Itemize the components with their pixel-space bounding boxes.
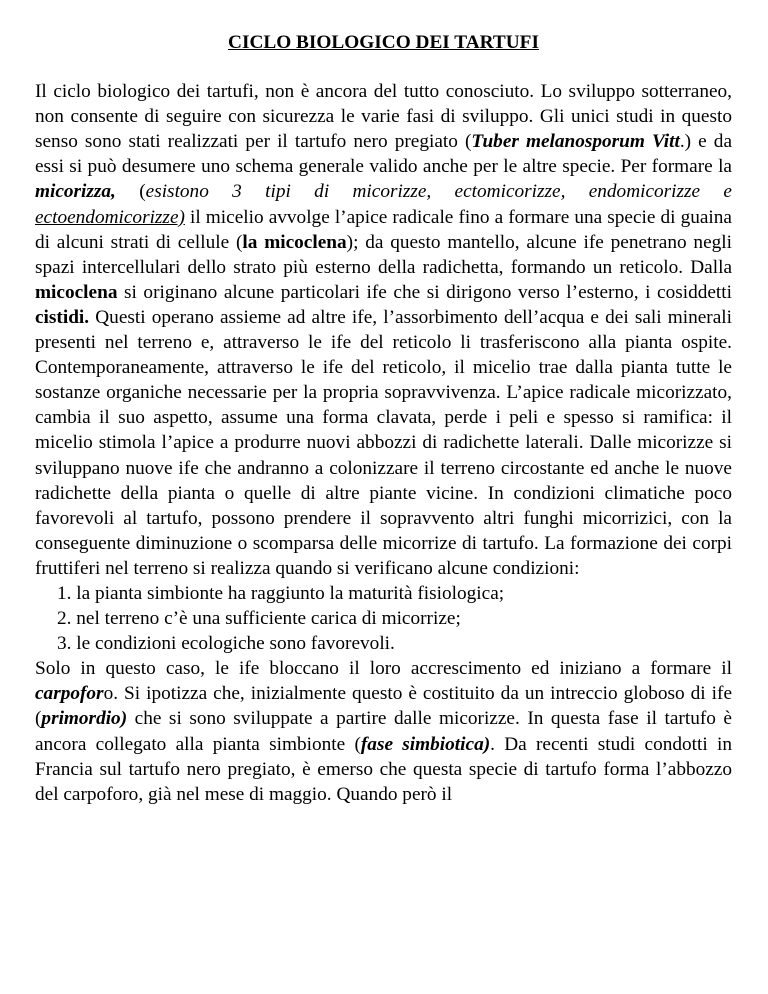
note-mycorrhiza-types: esistono 3 tipi di micorizze, ectomicorizze, endomicorizze e xyxy=(145,181,732,203)
text-run: Solo in questo caso, le ife bloccano il loro accrescimento ed iniziano a formare il xyxy=(35,658,732,680)
term-primordio: primordio) xyxy=(41,708,128,730)
list-item: 2. nel terreno c’è una sufficiente carica di micorrize; xyxy=(57,608,461,630)
conditions-list xyxy=(35,581,732,656)
text-run: Questi operano assieme ad altre ife, l’assorbimento dell’acqua e dei sali minerali presenti nel terreno e, attraverso le ife del reticolo li trasferiscono alla pianta ospite. Contemporaneamente, attraverso le ife del reticolo, il micelio trae dalla pianta tutte le sostanze organiche necessarie per la propria sopravvivenza. L’apice radicale micorizzato, cambia il suo aspetto, assume una forma clavata, perde i peli e spesso si ramifica: il micelio stimola l’apice a produrre nuovi abbozzi di radichette laterali. Dalle micorizze si sviluppano nuove ife che andranno a colonizzare il terreno circostante ed anche le nuove radichette della pianta o quelle di altre piante vicine. In condizioni climatiche poco favorevoli al tartufo, possono prendere il sopravvento altri funghi micorrizici, con la conseguente diminuzione o scomparsa delle micorrize di tartufo. La formazione dei corpi fruttiferi nel terreno si realizza quando si verificano alcune condizioni: xyxy=(35,306,732,579)
text-run: si originano alcune particolari ife che si dirigono verso l’esterno, i cosiddetti xyxy=(117,281,732,303)
paragraph-intro xyxy=(35,79,732,581)
list-item: 3. le condizioni ecologiche sono favorevoli. xyxy=(57,633,395,655)
term-micoclena: la micoclena xyxy=(242,231,347,253)
text-run: . Da recenti studi condotti in Francia sul tartufo nero pregiato, è emerso che questa specie di tartufo forma l’abbozzo del carpoforo, già nel mese di maggio. Quando però il xyxy=(35,733,733,805)
text-run: ); da questo mantello, alcune ife penetrano negli spazi intercellulari dello strato più esterno della radichetta, formando un reticolo. Dalla xyxy=(35,231,732,278)
document-title: CICLO BIOLOGICO DEI TARTUFI xyxy=(228,32,539,53)
term-cistidi: cistidi. xyxy=(35,306,90,328)
term-carpoforo: carpofor xyxy=(35,683,104,705)
text-run: ( xyxy=(115,181,146,203)
text-run: o. Si ipotizza che, inizialmente questo è costituito da un intreccio globoso di ife ( xyxy=(35,683,732,730)
term-micoclena: micoclena xyxy=(35,281,118,303)
species-name: Tuber melanosporum Vitt xyxy=(471,131,680,153)
text-run: che si sono sviluppate a partire dalle micorizze. In questa fase il tartufo è ancora collegato alla pianta simbionte ( xyxy=(35,708,732,755)
list-item: 1. la pianta simbionte ha raggiunto la maturità fisiologica; xyxy=(57,582,505,604)
text-run: Il ciclo biologico dei tartufi, non è ancora del tutto conosciuto. Lo sviluppo sotterraneo, non consente di seguire con sicurezza le varie fasi di sviluppo. Gli unici studi in questo senso sono stati realizzati per il tartufo nero pregiato ( xyxy=(35,81,732,153)
text-run: il micelio avvolge l’apice radicale fino a formare una specie di guaina di alcuni strati di cellule ( xyxy=(35,206,732,253)
note-mycorrhiza-types-end: ectoendomicorizze) xyxy=(35,206,185,228)
term-fase-simbiotica: fase simbiotica) xyxy=(360,733,491,755)
term-micorizza: micorizza, xyxy=(35,181,116,203)
text-run: .) e da essi si può desumere uno schema generale valido anche per le altre specie. Per formare la xyxy=(35,131,733,178)
paragraph-carpophore xyxy=(35,656,732,807)
